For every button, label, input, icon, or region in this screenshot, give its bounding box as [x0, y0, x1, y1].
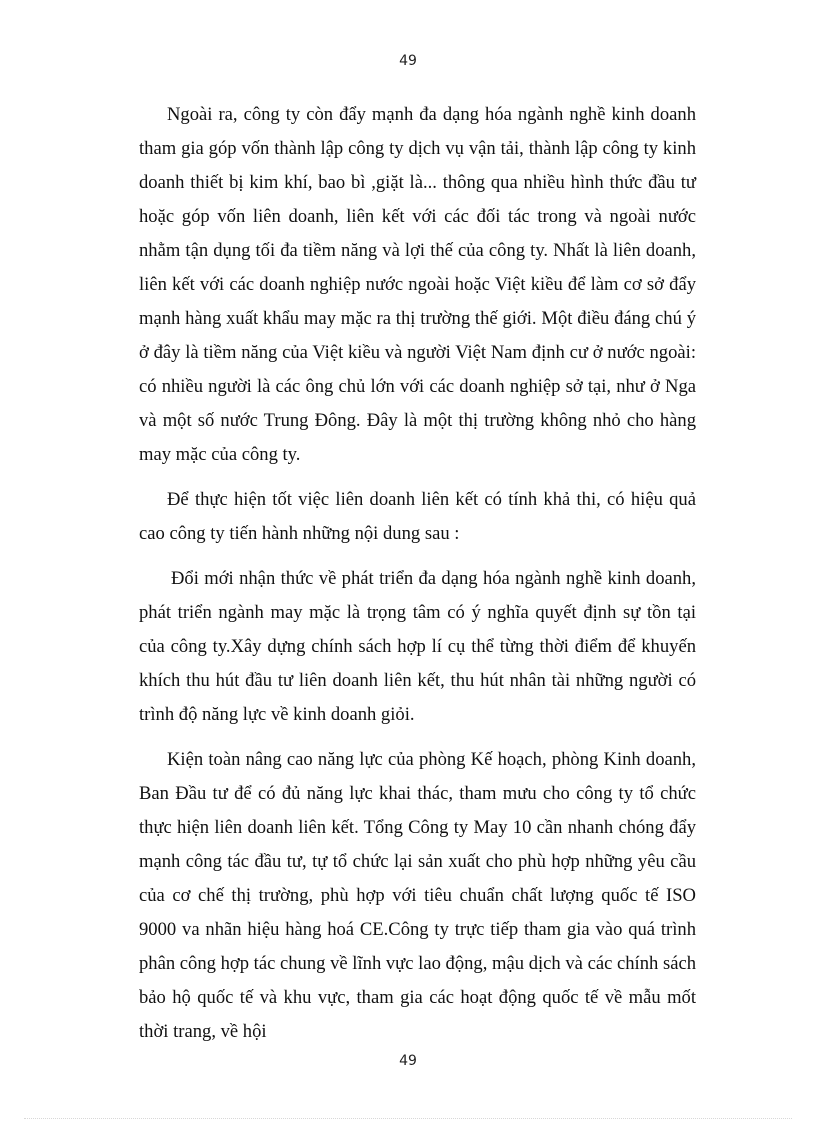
- paragraph-joint-venture-intro: Để thực hiện tốt việc liên doanh liên kết có tính khả thi, có hiệu quả cao công ty tiến hành những nội dung sau :: [139, 489, 696, 544]
- body-text: [139, 98, 696, 1060]
- paragraph-diversification: Ngoài ra, công ty còn đẩy mạnh đa dạng hóa ngành nghề kinh doanh tham gia góp vốn thành lập công ty dịch vụ vận tải, thành lập công ty kinh doanh thiết bị kim khí, bao bì ,giặt là... thông qua nhiều hình thức đầu tư hoặc góp vốn liên doanh, liên kết với các đối tác trong và ngoài nước nhằm tận dụng tối đa tiềm năng và lợi thế của công ty. Nhất là liên doanh, liên kết với các doanh nghiệp nước ngoài hoặc Việt kiều để làm cơ sở đẩy mạnh hàng xuất khẩu may mặc ra thị trường thế giới. Một điều đáng chú ý ở đây là tiềm năng của Việt kiều và người Việt Nam định cư ở nước ngoài: có nhiều người là các ông chủ lớn với các doanh nghiệp sở tại, như ở Nga và một số nước Trung Đông. Đây là một thị trường không nhỏ cho hàng may mặc của công ty.: [139, 104, 696, 465]
- footer-divider: [24, 1118, 792, 1119]
- paragraph-capacity-building: Kiện toàn nâng cao năng lực của phòng Kế hoạch, phòng Kinh doanh, Ban Đầu tư để có đủ năng lực khai thác, tham mưu cho công ty tổ chức thực hiện liên doanh liên kết. Tổng Công ty May 10 cần nhanh chóng đẩy mạnh công tác đầu tư, tự tổ chức lại sản xuất cho phù hợp những yêu cầu của cơ chế thị trường, phù hợp với tiêu chuẩn chất lượng quốc tế ISO 9000 va nhãn hiệu hàng hoá CE.Công ty trực tiếp tham gia vào quá trình phân công hợp tác chung về lĩnh vực lao động, mậu dịch và các chính sách bảo hộ quốc tế và khu vực, tham gia các hoạt động quốc tế về mẫu mốt thời trang, về hội: [139, 749, 696, 1042]
- page-number-bottom: 49: [399, 1053, 417, 1069]
- page-number-top: 49: [399, 53, 417, 69]
- paragraph-awareness-renewal: Đổi mới nhận thức về phát triển đa dạng hóa ngành nghề kinh doanh, phát triển ngành may mặc là trọng tâm có ý nghĩa quyết định sự tồn tại của công ty.Xây dựng chính sách hợp lí cụ thể từng thời điểm để khuyến khích thu hút đầu tư liên doanh liên kết, thu hút nhân tài những người có trình độ năng lực về kinh doanh giỏi.: [139, 568, 696, 725]
